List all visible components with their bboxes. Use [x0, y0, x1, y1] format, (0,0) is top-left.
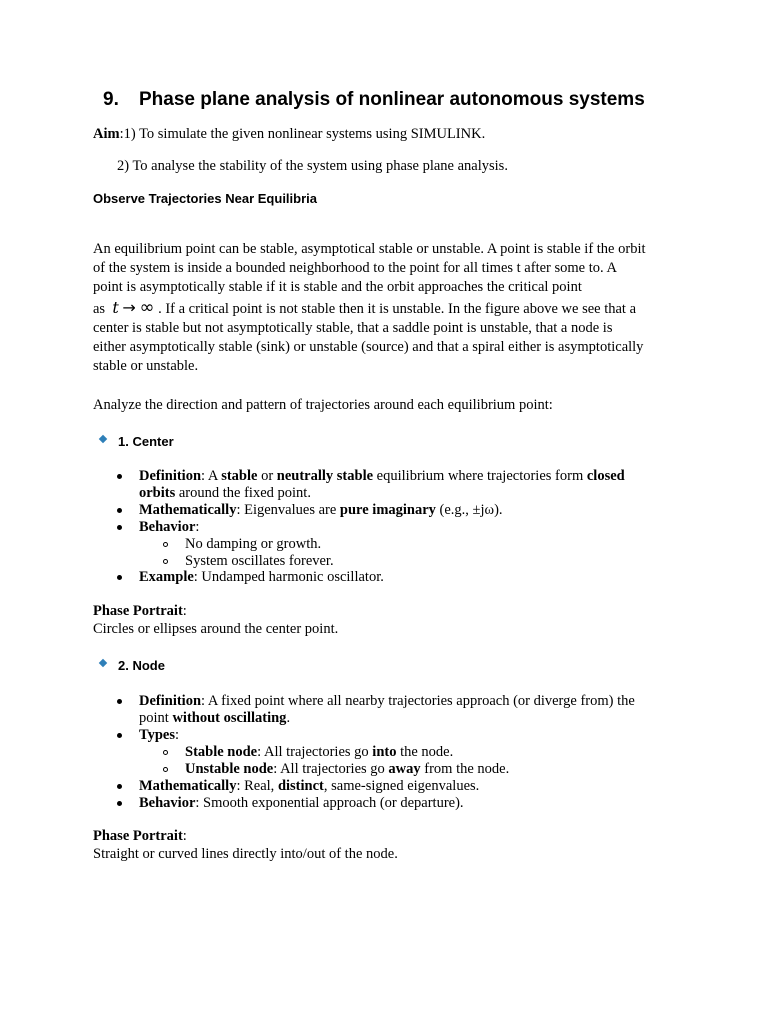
intro-line: An equilibrium point can be stable, asymptotical stable or unstable. A point is stable if the orbit — [93, 241, 646, 257]
bullet-icon — [117, 733, 122, 738]
center-definition-cont: orbits around the fixed point. — [139, 485, 311, 501]
math-t: t — [112, 298, 119, 317]
intro-math-line: as t → ∞ . If a critical point is not stable then it is unstable. In the figure above we see that a — [93, 297, 637, 318]
center-portrait-text: Circles or ellipses around the center point. — [93, 621, 339, 637]
center-definition: Definition: A stable or neutrally stable equilibrium where trajectories form closed — [139, 468, 625, 484]
section-heading: Observe Trajectories Near Equilibria — [93, 191, 317, 206]
node-portrait-label: Phase Portrait: — [93, 828, 187, 844]
sub-bullet-icon — [163, 559, 168, 564]
sub-bullet-icon — [163, 542, 168, 547]
math-arrow: → — [122, 298, 136, 317]
center-example: Example: Undamped harmonic oscillator. — [139, 569, 384, 585]
analyze-line: Analyze the direction and pattern of trajectories around each equilibrium point: — [93, 397, 553, 413]
center-behavior-item: System oscillates forever. — [185, 553, 334, 569]
math-infinity: ∞ — [139, 297, 155, 318]
node-definition: Definition: A fixed point where all nearby trajectories approach (or diverge from) the — [139, 693, 635, 709]
node-definition-cont: point without oscillating. — [139, 710, 291, 726]
intro-line: of the system is inside a bounded neighborhood to the point for all times t after some to. A — [93, 260, 617, 276]
center-mathematically: Mathematically: Eigenvalues are pure imaginary (e.g., ±jω). — [139, 502, 503, 518]
node-types: Types: — [139, 727, 180, 743]
node-stable: Stable node: All trajectories go into the node. — [185, 744, 454, 760]
sub-bullet-icon — [163, 750, 168, 755]
aim-line-2: 2) To analyse the stability of the system using phase plane analysis. — [117, 158, 508, 174]
node-heading: 2. Node — [118, 658, 165, 673]
center-heading: 1. Center — [118, 434, 174, 449]
center-behavior: Behavior: — [139, 519, 200, 535]
diamond-bullet-icon — [99, 435, 107, 443]
intro-line: either asymptotically stable (sink) or unstable (source) and that a spiral either is asymptotically — [93, 339, 644, 355]
node-portrait-text: Straight or curved lines directly into/out of the node. — [93, 846, 398, 862]
node-behavior: Behavior: Smooth exponential approach (or departure). — [139, 795, 464, 811]
intro-line: center is stable but not asymptotically stable, that a saddle point is unstable, that a node is — [93, 320, 613, 336]
intro-line: stable or unstable. — [93, 358, 199, 374]
intro-paragraph — [93, 240, 693, 376]
bullet-icon — [117, 474, 122, 479]
intro-line: point is asymptotically stable if it is stable and the orbit approaches the critical point — [93, 279, 582, 295]
center-behavior-item: No damping or growth. — [185, 536, 322, 552]
bullet-icon — [117, 699, 122, 704]
node-mathematically: Mathematically: Real, distinct, same-signed eigenvalues. — [139, 778, 480, 794]
section-number: 9. — [103, 89, 119, 110]
page-title — [103, 87, 645, 113]
bullet-icon — [117, 508, 122, 513]
bullet-icon — [117, 525, 122, 530]
bullet-icon — [117, 575, 122, 580]
center-portrait-label: Phase Portrait: — [93, 603, 187, 619]
sub-bullet-icon — [163, 767, 168, 772]
node-unstable: Unstable node: All trajectories go away from the node. — [185, 761, 510, 777]
title-text: Phase plane analysis of nonlinear autonomous systems — [139, 89, 645, 110]
bullet-icon — [117, 784, 122, 789]
diamond-bullet-icon — [99, 659, 107, 667]
aim-line-1: Aim:1) To simulate the given nonlinear systems using SIMULINK. — [93, 126, 486, 142]
bullet-icon — [117, 801, 122, 806]
